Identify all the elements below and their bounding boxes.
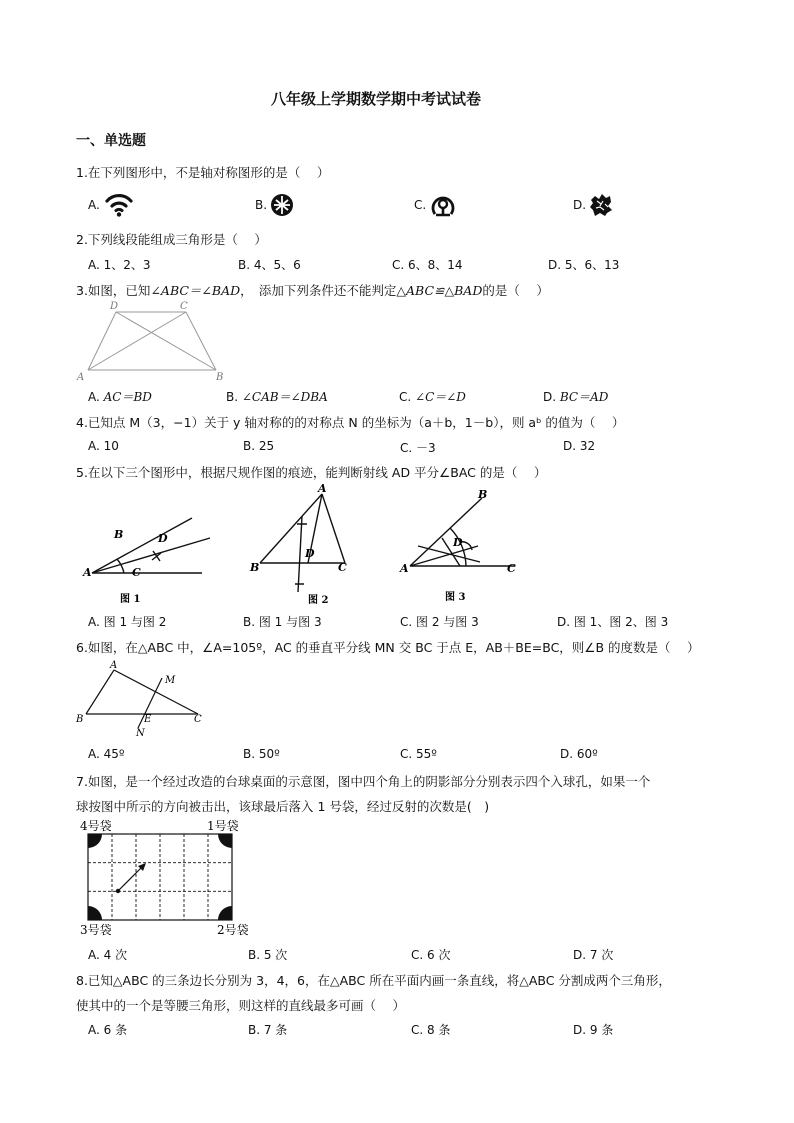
q2-option-a: A. 1、2、3 <box>88 258 151 272</box>
q5-option-d: D. 图 1、图 2、图 3 <box>557 615 669 629</box>
q3-stem-c: ， 添加下列条件还不能判定 <box>240 283 397 298</box>
q3-option-c-letter: C. <box>399 390 416 404</box>
q5-fig2-d: D <box>305 547 315 560</box>
q3-option-c <box>399 388 466 405</box>
q5-fig1-caption: 图 1 <box>120 594 141 605</box>
q5-fig1-b: B <box>114 528 124 541</box>
q3-label-d: D <box>110 301 119 312</box>
q5-fig2-a: A <box>318 482 327 495</box>
q6-label-e: E <box>144 714 152 725</box>
q7-option-b: B. 5 次 <box>248 948 288 962</box>
q5-option-a: A. 图 1 与图 2 <box>88 615 167 629</box>
q6-label-a: A <box>110 660 118 671</box>
question-7-stem-line1: 7.如图，是一个经过改造的台球桌面的示意图，图中四个角上的阴影部分分别表示四个入球孔，如果一个 <box>76 774 651 789</box>
railway-logo-icon <box>430 192 456 218</box>
q5-fig1-a: A <box>83 566 92 579</box>
q3-label-b: B <box>216 372 224 383</box>
pocket-3 <box>88 906 102 920</box>
q5-fig3-caption: 图 3 <box>445 592 466 603</box>
q5-option-c: C. 图 2 与图 3 <box>400 615 479 629</box>
q6-option-c: C. 55º <box>400 747 437 761</box>
q5-figures <box>80 480 740 610</box>
pocket-2-label: 2号袋 <box>217 923 249 937</box>
q6-label-n: N <box>136 728 145 739</box>
q4-option-d: D. 32 <box>563 439 596 453</box>
q3-stem-e: 的是（ ） <box>482 283 549 298</box>
q8-option-b: B. 7 条 <box>248 1023 288 1037</box>
paper-cut-icon <box>588 192 614 218</box>
q1-option-b: B. <box>255 198 268 212</box>
question-6-stem: 6.如图，在△ABC 中，∠A=105º，AC 的垂直平分线 MN 交 BC 于点 E，AB＋BE=BC，则∠B 的度数是（ ） <box>76 640 700 655</box>
q3-option-a-text: AC＝BD <box>103 390 152 404</box>
question-5-stem: 5.在以下三个图形中，根据尺规作图的痕迹，能判断射线 AD 平分∠BAC 的是（ ） <box>76 465 547 480</box>
q5-fig3-a: A <box>400 562 409 575</box>
wifi-icon <box>104 190 134 218</box>
q3-label-c: C <box>180 301 188 312</box>
q3-option-a <box>88 388 152 405</box>
pocket-2 <box>218 906 232 920</box>
q1-option-c: C. <box>414 198 427 212</box>
q2-option-b: B. 4、5、6 <box>238 258 301 272</box>
q3-label-a: A <box>77 372 85 383</box>
q5-fig1 <box>92 518 210 573</box>
q5-fig2 <box>260 494 345 592</box>
q1-option-a: A. <box>88 198 100 212</box>
q3-figure <box>74 298 234 384</box>
question-1-stem: 1.在下列图形中，不是轴对称图形的是（ ） <box>76 165 330 180</box>
q7-option-a: A. 4 次 <box>88 948 128 962</box>
q6-figure <box>74 656 214 740</box>
q6-label-b: B <box>76 714 84 725</box>
q7-option-c: C. 6 次 <box>411 948 451 962</box>
q3-stem-a: 3.如图，已知 <box>76 283 151 298</box>
q3-option-a-letter: A. <box>88 390 104 404</box>
metro-logo-icon <box>270 193 294 217</box>
q3-stem-b: ∠ABC＝∠BAD <box>150 283 241 298</box>
q3-option-c-text: ∠C＝∠D <box>415 390 466 404</box>
question-3-stem <box>76 281 549 299</box>
section-heading: 一、单选题 <box>76 133 146 149</box>
q6-option-a: A. 45º <box>88 747 125 761</box>
q5-fig2-caption: 图 2 <box>308 595 329 606</box>
pocket-1-label: 1号袋 <box>207 819 239 833</box>
q8-option-a: A. 6 条 <box>88 1023 128 1037</box>
question-4-stem: 4.已知点 M（3，−1）关于 y 轴对称的的对称点 N 的坐标为（a＋b，1－b），则 aᵇ 的值为（ ） <box>76 415 625 430</box>
q6-label-c: C <box>194 714 202 725</box>
question-8-stem-line1: 8.已知△ABC 的三条边长分别为 3，4，6，在△ABC 所在平面内画一条直线，将△ABC 分割成两个三角形， <box>76 973 671 988</box>
pocket-4-label: 4号袋 <box>80 819 112 833</box>
q5-fig3-d: D <box>453 536 463 549</box>
pocket-1 <box>218 834 232 848</box>
q5-fig2-b: B <box>250 561 260 574</box>
q3-option-b <box>226 388 328 405</box>
q6-label-m: M <box>165 675 176 686</box>
page-title: 八年级上学期数学期中考试试卷 <box>271 90 482 108</box>
q8-option-c: C. 8 条 <box>411 1023 451 1037</box>
q1-option-d: D. <box>573 198 587 212</box>
q2-option-d: D. 5、6、13 <box>548 258 620 272</box>
q6-option-b: B. 50º <box>243 747 280 761</box>
question-2-stem: 2.下列线段能组成三角形是（ ） <box>76 232 267 247</box>
q6-option-d: D. 60º <box>560 747 598 761</box>
q5-fig2-c: C <box>338 561 347 574</box>
q8-option-d: D. 9 条 <box>573 1023 614 1037</box>
q5-fig3-c: C <box>507 562 516 575</box>
q4-option-a: A. 10 <box>88 439 119 453</box>
q4-option-c: C. －3 <box>400 441 436 455</box>
q3-option-b-letter: B. <box>226 390 242 404</box>
q3-option-d-letter: D. <box>543 390 560 404</box>
q3-stem-d: △ABC≌△BAD <box>396 283 483 298</box>
q7-option-d: D. 7 次 <box>573 948 614 962</box>
q5-option-b: B. 图 1 与图 3 <box>243 615 322 629</box>
q2-option-c: C. 6、8、14 <box>392 258 463 272</box>
q7-billiard-figure <box>76 815 266 940</box>
q5-fig3 <box>410 498 515 566</box>
q5-fig3-b: B <box>478 488 488 501</box>
q3-option-b-text: ∠CAB＝∠DBA <box>241 390 328 404</box>
pocket-3-label: 3号袋 <box>80 923 112 937</box>
pocket-4 <box>88 834 102 848</box>
q3-option-d <box>543 388 608 405</box>
question-7-stem-line2: 球按图中所示的方向被击出，该球最后落入 1 号袋，经过反射的次数是( ) <box>76 799 490 814</box>
q5-fig1-d: D <box>158 532 168 545</box>
question-8-stem-line2: 使其中的一个是等腰三角形，则这样的直线最多可画（ ） <box>76 998 405 1013</box>
q3-option-d-text: BC＝AD <box>559 390 609 404</box>
q5-fig1-c: C <box>132 566 141 579</box>
q4-option-b: B. 25 <box>243 439 275 453</box>
